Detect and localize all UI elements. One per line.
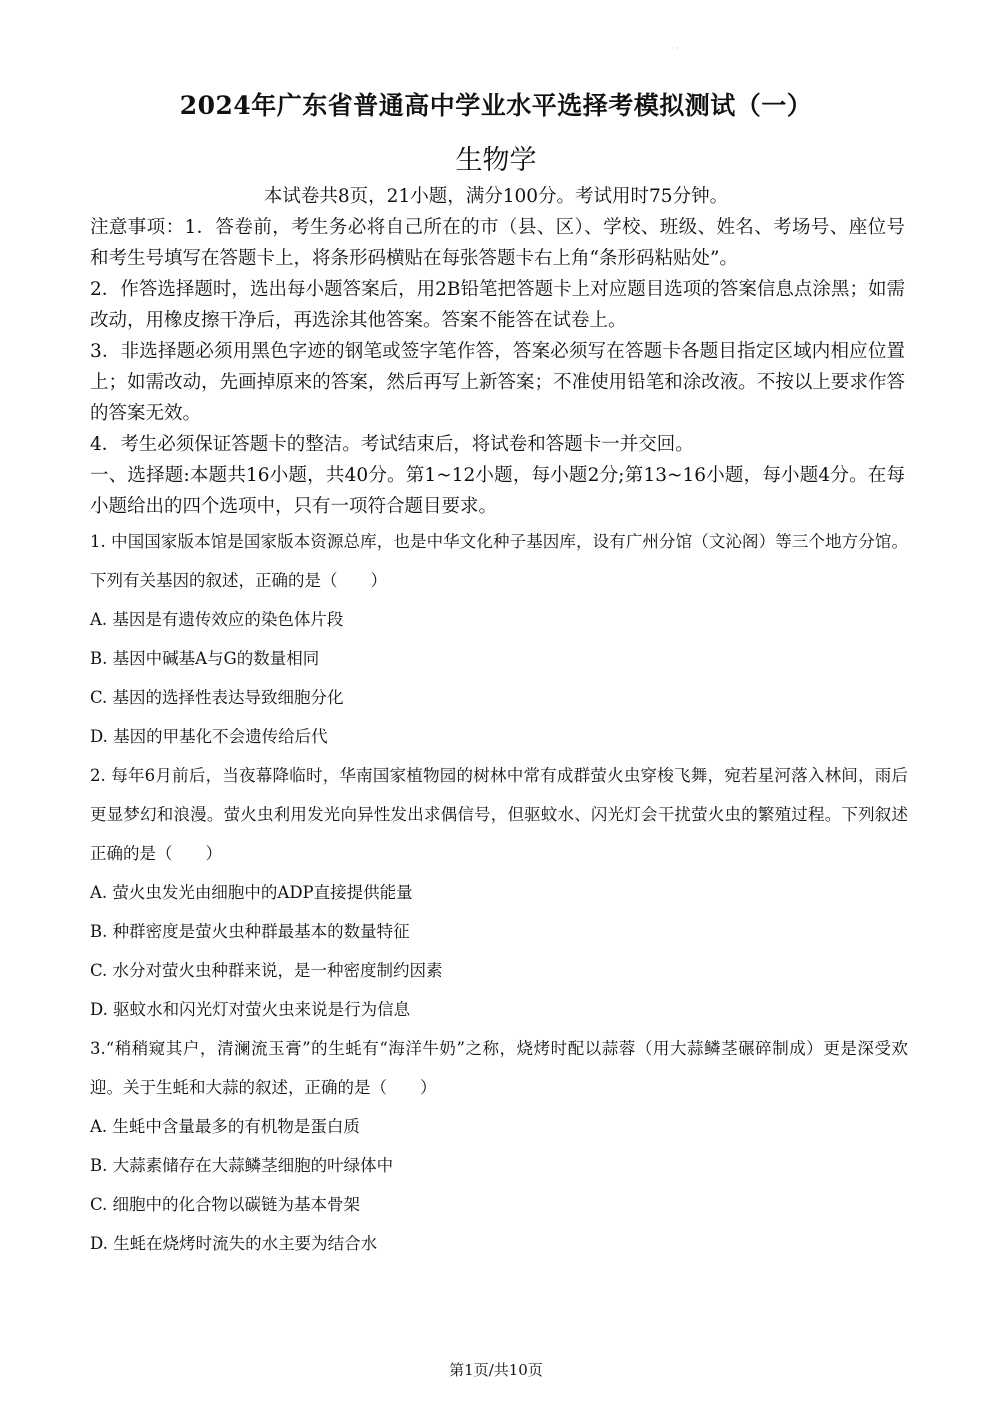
notice-item-3: 3．非选择题必须用黑色字迹的钢笔或签字笔作答，答案必须写在答题卡各题目指定区域内相应位置上；如需改动，先画掉原来的答案，然后再写上新答案；不准使用铅笔和涂改液。不按以上要求作答的答案无效。 (90, 341, 905, 424)
option-d: D. 生蚝在烧烤时流失的水主要为结合水 (90, 1234, 378, 1253)
option-a: A. 基因是有遗传效应的染色体片段 (90, 610, 344, 629)
option-c: C. 细胞中的化合物以碳链为基本骨架 (90, 1195, 361, 1214)
option-a: A. 萤火虫发光由细胞中的ADP直接提供能量 (90, 883, 413, 902)
question-stem: 3.“稍稍窥其户，清澜流玉膏”的生蚝有“海洋牛奶”之称，烧烤时配以蒜蓉（用大蒜鳞茎碾碎制成）更是深受欢迎。关于生蚝和大蒜的叙述，正确的是（ ） (90, 1039, 908, 1097)
question-1 (90, 522, 908, 756)
exam-title: 2024年广东省普通高中学业水平选择考模拟测试（一） (179, 91, 813, 120)
page-footer: 第1页/共10页 (449, 1361, 543, 1379)
question-2 (90, 756, 908, 1029)
option-d: D. 驱蚊水和闪光灯对萤火虫来说是行为信息 (90, 1000, 411, 1019)
option-d: D. 基因的甲基化不会遗传给后代 (90, 727, 328, 746)
option-c: C. 水分对萤火虫种群来说，是一种密度制约因素 (90, 961, 443, 980)
notice-section (90, 212, 905, 522)
notice-item-1: 注意事项：1．答卷前，考生务必将自己所在的市（县、区）、学校、班级、姓名、考场号、座位号和考生号填写在答题卡上，将条形码横贴在每张答题卡右上角“条形码粘贴处”。 (90, 217, 905, 269)
question-stem: 1. 中国国家版本馆是国家版本资源总库，也是中华文化种子基因库，设有广州分馆（文沁阁）等三个地方分馆。下列有关基因的叙述，正确的是（ ） (90, 532, 908, 590)
option-b: B. 基因中碱基A与G的数量相同 (90, 649, 320, 668)
exam-info: 本试卷共8页，21小题，满分100分。考试用时75分钟。 (263, 186, 729, 207)
section-instructions: 一、选择题:本题共16小题，共40分。第1~12小题，每小题2分;第13~16小题，每小题4分。在每小题给出的四个选项中，只有一项符合题目要求。 (90, 465, 905, 517)
question-list (90, 522, 908, 1263)
option-b: B. 大蒜素储存在大蒜鳞茎细胞的叶绿体中 (90, 1156, 394, 1175)
option-b: B. 种群密度是萤火虫种群最基本的数量特征 (90, 922, 410, 941)
scan-dot: · (676, 44, 679, 53)
subject-title: 生物学 (455, 145, 537, 176)
option-a: A. 生蚝中含量最多的有机物是蛋白质 (90, 1117, 360, 1136)
notice-item-2: 2．作答选择题时，选出每小题答案后，用2B铅笔把答题卡上对应题目选项的答案信息点涂黑；如需改动，用橡皮擦干净后，再选涂其他答案。答案不能答在试卷上。 (90, 279, 905, 331)
option-c: C. 基因的选择性表达导致细胞分化 (90, 688, 344, 707)
question-3 (90, 1029, 908, 1263)
question-stem: 2. 每年6月前后，当夜幕降临时，华南国家植物园的树林中常有成群萤火虫穿梭飞舞，宛若星河落入林间，雨后更显梦幻和浪漫。萤火虫利用发光向异性发出求偶信号，但驱蚊水、闪光灯会干扰萤火虫的繁殖过程。下列叙述正确的是（ ） (90, 766, 908, 863)
notice-item-4: 4．考生必须保证答题卡的整洁。考试结束后，将试卷和答题卡一并交回。 (90, 434, 694, 455)
